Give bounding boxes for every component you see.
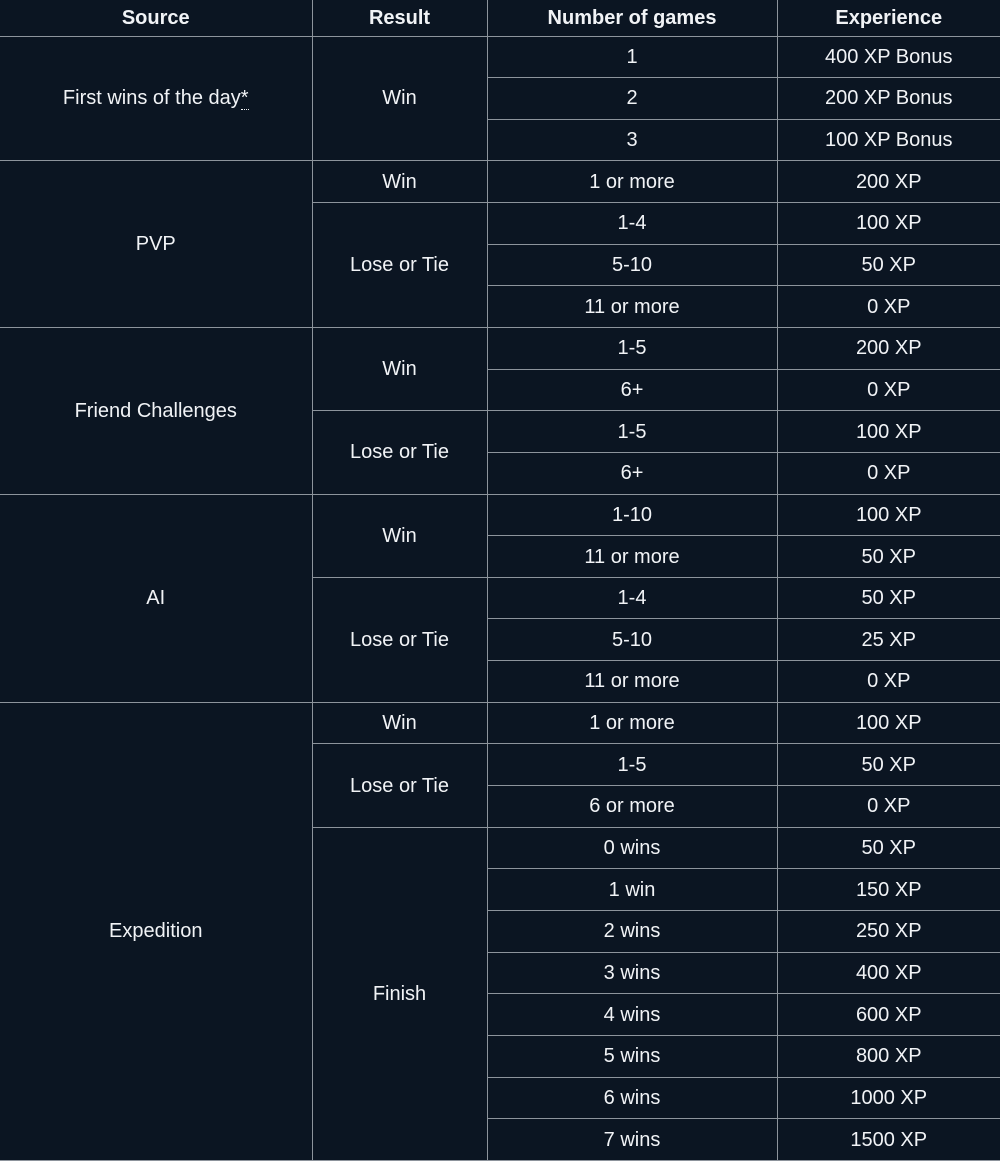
result-cell: Finish — [312, 827, 487, 1160]
result-cell: Win — [312, 161, 487, 203]
footnote-marker[interactable]: * — [240, 87, 249, 110]
header-row — [0, 0, 1000, 36]
experience-cell: 400 XP — [777, 952, 1000, 994]
source-cell — [0, 36, 312, 161]
games-cell: 1-5 — [487, 744, 777, 786]
source-label: First wins of the day — [62, 87, 241, 110]
experience-cell: 100 XP — [777, 494, 1000, 536]
experience-cell: 600 XP — [777, 994, 1000, 1036]
experience-cell: 150 XP — [777, 869, 1000, 911]
experience-cell: 100 XP Bonus — [777, 119, 1000, 161]
result-cell: Lose or Tie — [312, 203, 487, 328]
experience-cell: 800 XP — [777, 1035, 1000, 1077]
experience-cell: 0 XP — [777, 786, 1000, 828]
source-cell: AI — [0, 494, 312, 702]
experience-cell: 200 XP — [777, 327, 1000, 369]
header-experience: Experience — [777, 0, 1000, 36]
experience-cell: 250 XP — [777, 910, 1000, 952]
experience-cell: 0 XP — [777, 369, 1000, 411]
experience-cell: 100 XP — [777, 203, 1000, 245]
table-row — [0, 702, 1000, 744]
games-cell: 11 or more — [487, 286, 777, 328]
result-cell: Win — [312, 494, 487, 577]
experience-cell: 100 XP — [777, 411, 1000, 453]
games-cell: 1 — [487, 36, 777, 78]
experience-cell: 50 XP — [777, 577, 1000, 619]
experience-cell: 200 XP — [777, 161, 1000, 203]
games-cell: 4 wins — [487, 994, 777, 1036]
experience-cell: 50 XP — [777, 827, 1000, 869]
header-result: Result — [312, 0, 487, 36]
experience-cell: 25 XP — [777, 619, 1000, 661]
result-cell: Win — [312, 327, 487, 410]
table-row — [0, 161, 1000, 203]
experience-cell: 0 XP — [777, 452, 1000, 494]
table-row — [0, 36, 1000, 78]
source-cell: PVP — [0, 161, 312, 328]
experience-cell: 1500 XP — [777, 1119, 1000, 1161]
experience-cell: 0 XP — [777, 661, 1000, 703]
games-cell: 2 — [487, 78, 777, 120]
experience-cell: 0 XP — [777, 286, 1000, 328]
games-cell: 1-5 — [487, 327, 777, 369]
table-row — [0, 327, 1000, 369]
result-cell: Lose or Tie — [312, 411, 487, 494]
games-cell: 6+ — [487, 369, 777, 411]
experience-cell: 50 XP — [777, 536, 1000, 578]
games-cell: 6 wins — [487, 1077, 777, 1119]
games-cell: 11 or more — [487, 661, 777, 703]
experience-cell: 1000 XP — [777, 1077, 1000, 1119]
header-source: Source — [0, 0, 312, 36]
games-cell: 3 — [487, 119, 777, 161]
games-cell: 0 wins — [487, 827, 777, 869]
games-cell: 1-10 — [487, 494, 777, 536]
source-cell: Friend Challenges — [0, 327, 312, 494]
games-cell: 5-10 — [487, 244, 777, 286]
experience-cell: 100 XP — [777, 702, 1000, 744]
games-cell: 1 or more — [487, 702, 777, 744]
games-cell: 5-10 — [487, 619, 777, 661]
result-cell: Win — [312, 702, 487, 744]
games-cell: 6+ — [487, 452, 777, 494]
experience-cell: 400 XP Bonus — [777, 36, 1000, 78]
games-cell: 11 or more — [487, 536, 777, 578]
games-cell: 1-4 — [487, 577, 777, 619]
table-body — [0, 36, 1000, 1161]
experience-cell: 200 XP Bonus — [777, 78, 1000, 120]
games-cell: 1 or more — [487, 161, 777, 203]
source-cell: Expedition — [0, 702, 312, 1160]
games-cell: 7 wins — [487, 1119, 777, 1161]
games-cell: 6 or more — [487, 786, 777, 828]
result-cell: Lose or Tie — [312, 744, 487, 827]
games-cell: 1-5 — [487, 411, 777, 453]
result-cell: Lose or Tie — [312, 577, 487, 702]
experience-cell: 50 XP — [777, 244, 1000, 286]
result-cell: Win — [312, 36, 487, 161]
games-cell: 1 win — [487, 869, 777, 911]
games-cell: 2 wins — [487, 910, 777, 952]
games-cell: 3 wins — [487, 952, 777, 994]
table-row — [0, 494, 1000, 536]
experience-cell: 50 XP — [777, 744, 1000, 786]
header-number-of-games: Number of games — [487, 0, 777, 36]
games-cell: 5 wins — [487, 1035, 777, 1077]
games-cell: 1-4 — [487, 203, 777, 245]
